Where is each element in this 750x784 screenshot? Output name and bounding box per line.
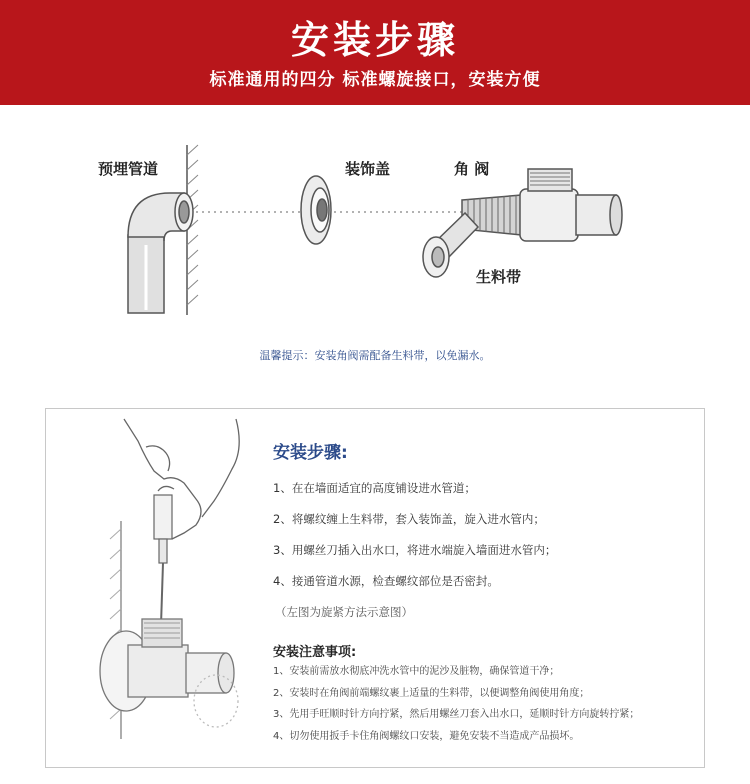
angle-valve-icon: [462, 169, 622, 241]
ptfe-tape-icon: [423, 213, 478, 277]
cautions-list: [273, 666, 698, 752]
hand-screwdriver-illustration: [46, 409, 276, 768]
step-item: 4、接通管道水源，检查螺纹部位是否密封。: [273, 574, 499, 588]
caution-item: 1、安装前需放水彻底冲洗水管中的泥沙及脏物，确保管道干净；: [273, 666, 560, 677]
decorative-cover-icon: [301, 176, 331, 244]
embedded-pipe-icon: [128, 193, 193, 313]
caution-item: 2、安装时在角阀前端螺纹裹上适量的生料带，以便调整角阀使用角度；: [273, 687, 590, 699]
steps-title: 安装步骤:: [273, 443, 348, 463]
warm-tip: 温馨提示：安装角阀需配备生料带，以免漏水。: [259, 349, 491, 362]
label-angle-valve: 角 阀: [454, 160, 490, 178]
step-item: 2、将螺纹缠上生料带，套入装饰盖，旋入进水管内；: [273, 512, 545, 526]
banner-title: 安装步骤: [290, 18, 459, 62]
screwdriver-icon: [154, 495, 172, 625]
step-item: 1、在在墙面适宜的高度铺设进水管道；: [273, 481, 476, 495]
installation-steps-panel: [45, 408, 705, 768]
hand-icon: [124, 419, 239, 539]
label-decorative-cover: 装饰盖: [345, 160, 391, 178]
steps-note: （左图为旋紧方法示意图）: [275, 605, 413, 619]
cautions-title: 安装注意事项:: [273, 645, 357, 660]
caution-item: 3、先用手旺顺时针方向拧紧，然后用螺丝刀套入出水口，延顺时针方向旋转拧紧；: [273, 709, 640, 720]
banner-subtitle: 标准通用的四分 标准螺旋接口，安装方便: [209, 70, 541, 90]
header-banner: [0, 0, 750, 105]
steps-list: [273, 481, 693, 619]
label-embedded-pipe: 预埋管道: [98, 160, 159, 178]
angle-valve-icon: [100, 619, 238, 727]
step-item: 3、用螺丝刀插入出水口，将进水端旋入墙面进水管内；: [273, 543, 557, 557]
installation-diagram: [0, 105, 750, 395]
caution-item: 4、切勿使用扳手卡住角阀螺纹口安装，避免安装不当造成产品损坏。: [273, 730, 580, 742]
label-ptfe-tape: 生料带: [476, 268, 522, 286]
